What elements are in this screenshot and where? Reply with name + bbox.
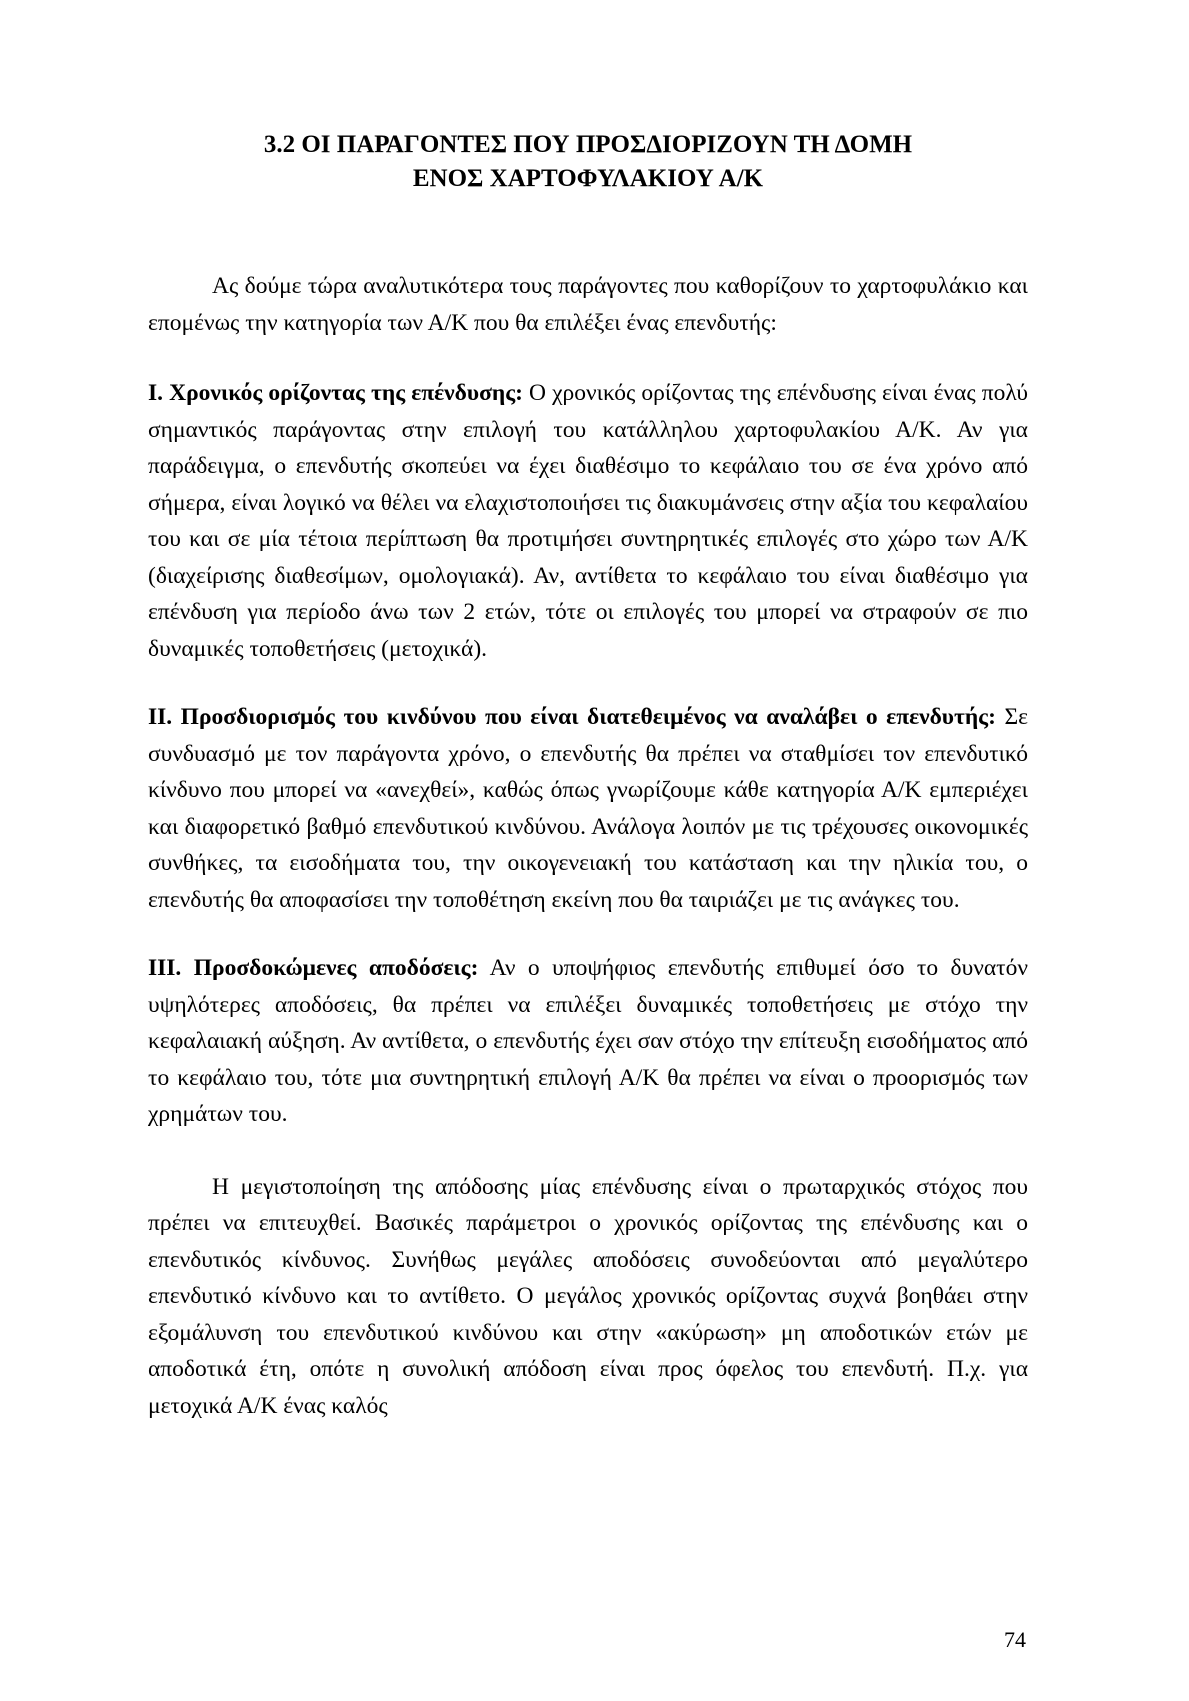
factor-label: Ι. Χρονικός ορίζοντας της επένδυσης: — [148, 380, 523, 406]
factor-label: ΙΙΙ. Προσδοκώμενες αποδόσεις: — [148, 955, 479, 981]
factor-text: Ο χρονικός ορίζοντας της επένδυσης είναι ένας πολύ σημαντικός παράγοντας στην επιλογή του κατάλληλου χαρτοφυλακίου Α/Κ. Αν για παράδειγμα, ο επενδυτής σκοπεύει να έχει διαθέσιμο το κεφάλαιο του σε ένα χρόνο από σήμερα, είναι λογικό να θέλει να ελαχιστοποιήσει τις διακυμάνσεις στην αξία του κεφαλαίου του και σε μία τέτοια περίπτωση θα προτιμήσει συντηρητικές επιλογές στο χώρο των Α/Κ (διαχείρισης διαθεσίμων, ομολογιακά). Αν, αντίθετα το κεφάλαιο του είναι διαθέσιμο για επένδυση για περίοδο άνω των 2 ετών, τότε οι επιλογές του μπορεί να στραφούν σε πιο δυναμικές τοποθετήσεις (μετοχικά). — [148, 380, 1028, 662]
heading-line-2: ΕΝΟΣ ΧΑΡΤΟΦΥΛΑΚΙΟΥ Α/Κ — [412, 165, 764, 192]
closing-paragraph: Η μεγιστοποίηση της απόδοσης μίας επένδυσης είναι ο πρωταρχικός στόχος που πρέπει να επιτευχθεί. Βασικές παράμετροι ο χρονικός ορίζοντας της επένδυσης και ο επενδυτικός κίνδυνος. Συνήθως μεγάλες αποδόσεις συνοδεύονται από μεγαλύτερο επενδυτικό κίνδυνο και το αντίθετο. Ο μεγάλος χρονικός ορίζοντας συχνά βοηθάει στην εξομάλυνση του επενδυτικού κινδύνου και στην «ακύρωση» μη αποδοτικών ετών με αποδοτικά έτη, οπότε η συνολική απόδοση είναι προς όφελος του επενδυτή. Π.χ. για μετοχικά Α/Κ ένας καλός — [148, 1173, 1028, 1419]
page-body — [148, 128, 1028, 1424]
heading-line-1: 3.2 ΟΙ ΠΑΡΑΓΟΝΤΕΣ ΠΟΥ ΠΡΟΣΔΙΟΡΙΖΟΥΝ ΤΗ ΔΟΜΗ — [263, 131, 913, 158]
factor-label: ΙΙ. Προσδιορισμός του κινδύνου που είναι διατεθειμένος να αναλάβει ο επενδυτής: — [148, 704, 996, 730]
factor-expected-returns — [148, 950, 1028, 1133]
factor-time-horizon — [148, 375, 1028, 667]
factor-text: Αν ο υποψήφιος επενδυτής επιθυμεί όσο το δυνατόν υψηλότερες αποδόσεις, θα πρέπει να επιλέξει δυναμικές τοποθετήσεις με στόχο την κεφαλαιακή αύξηση. Αν αντίθετα, ο επενδυτής έχει σαν στόχο την επίτευξη εισοδήματος από το κεφάλαιο του, τότε μια συντηρητική επιλογή Α/Κ θα πρέπει να είναι ο προορισμός των χρημάτων του. — [148, 955, 1028, 1127]
page-number: 74 — [1004, 1627, 1026, 1652]
intro-paragraph: Ας δούμε τώρα αναλυτικότερα τους παράγοντες που καθορίζουν το χαρτοφυλάκιο και επομένως την κατηγορία των Α/Κ που θα επιλέξει ένας επενδυτής: — [148, 273, 1028, 336]
factor-text: Σε συνδυασμό με τον παράγοντα χρόνο, ο επενδυτής θα πρέπει να σταθμίσει τον επενδυτικό κίνδυνο που μπορεί να «ανεχθεί», καθώς όπως γνωρίζουμε κάθε κατηγορία Α/Κ εμπεριέχει και διαφορετικό βαθμό επενδυτικού κινδύνου. Ανάλογα λοιπόν με τις τρέχουσες οικονομικές συνθήκες, τα εισοδήματα του, την οικογενειακή του κατάσταση και την ηλικία του, ο επενδυτής θα αποφασίσει την τοποθέτηση εκείνη που θα ταιριάζει με τις ανάγκες του. — [148, 704, 1029, 913]
factor-risk — [148, 699, 1028, 918]
section-heading — [148, 128, 1028, 196]
